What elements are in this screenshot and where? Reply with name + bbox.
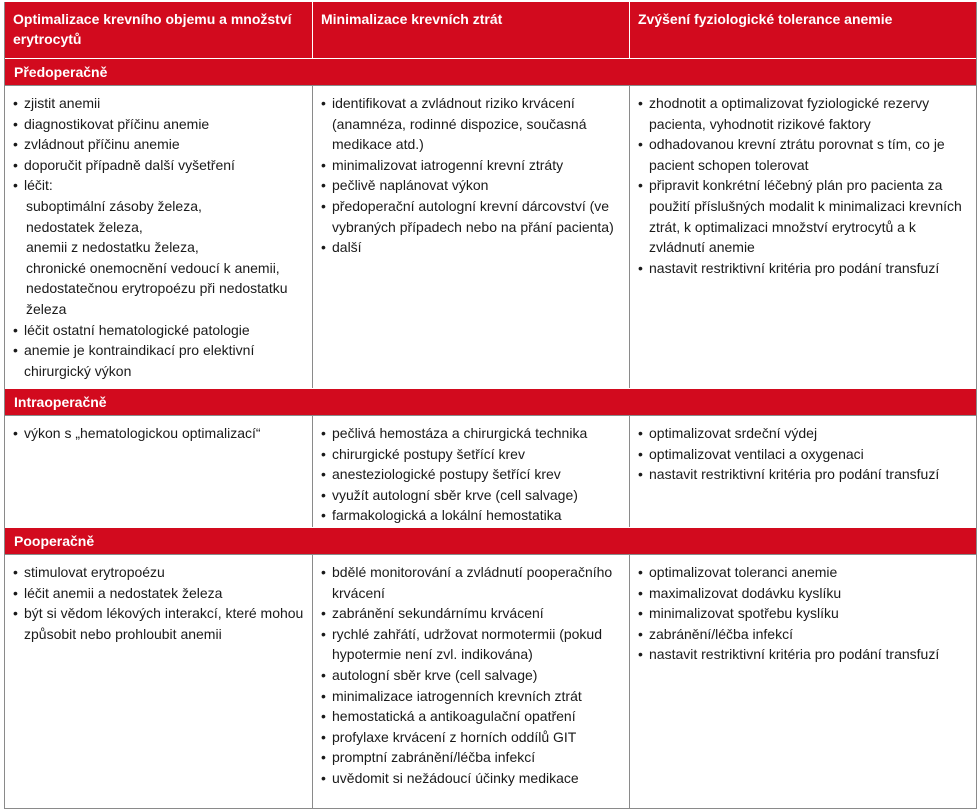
list-item: • optimalizovat srdeční výdej <box>638 423 968 444</box>
sub-item: chronické onemocnění vedoucí k anemii, <box>26 259 280 276</box>
list-item: • bdělé monitorování a zvládnutí pooperačního krvácení <box>321 562 623 603</box>
list-item: • zabránění sekundárnímu krvácení <box>321 603 623 624</box>
list-item: • anemie je kontraindikací pro elektivní chirurgický výkon <box>13 340 306 381</box>
cell-preop-col2 <box>312 86 629 388</box>
section-row-postop <box>5 554 976 808</box>
list-item: • farmakologická a lokální hemostatika <box>321 505 623 526</box>
list-item: • minimalizace iatrogenních krevních ztrát <box>321 686 623 707</box>
section-title-postop: Pooperačně <box>5 527 976 554</box>
list-item: • zhodnotit a optimalizovat fyziologické rezervy pacienta, vyhodnotit rizikové faktory <box>638 93 968 134</box>
list-item: • optimalizovat ventilaci a oxygenaci <box>638 444 968 465</box>
section-row-intraop <box>5 415 976 527</box>
list-item: • pečlivá hemostáza a chirurgická technika <box>321 423 623 444</box>
cell-postop-col1 <box>5 555 312 808</box>
sub-item: suboptimální zásoby železa, <box>26 197 202 214</box>
list-item: • zabránění/léčba infekcí <box>638 624 968 645</box>
header-col-blood-loss: Minimalizace krevních ztrát <box>312 2 629 58</box>
cell-postop-col2 <box>312 555 629 808</box>
list-item: • léčit anemii a nedostatek železa <box>13 583 306 604</box>
list-item: • zjistit anemii <box>13 93 306 114</box>
list-item: • předoperační autologní krevní dárcovství (ve vybraných případech nebo na přání pacienta) <box>321 196 623 237</box>
list-item: • hemostatická a antikoagulační opatření <box>321 706 623 727</box>
list-item: • připravit konkrétní léčebný plán pro pacienta za použití příslušných modalit k minimalizaci krevních ztrát, k optimalizaci množství erytrocytů a k zvládnutí anemie <box>638 175 968 257</box>
list-item: • anesteziologické postupy šetřící krev <box>321 464 623 485</box>
list-item: • identifikovat a zvládnout riziko krvácení (anamnéza, rodinné dispozice, současná medikace atd.) <box>321 93 623 155</box>
list-item: • chirurgické postupy šetřící krev <box>321 444 623 465</box>
list-item: • odhadovanou krevní ztrátu porovnat s tím, co je pacient schopen tolerovat <box>638 134 968 175</box>
list-item: • nastavit restriktivní kritéria pro podání transfuzí <box>638 258 968 279</box>
sub-item: nedostatek železa, <box>26 218 143 235</box>
list-item: • autologní sběr krve (cell salvage) <box>321 665 623 686</box>
header-col-tolerance: Zvýšení fyziologické tolerance anemie <box>629 2 974 58</box>
cell-preop-col1 <box>5 86 312 388</box>
section-row-preop <box>5 85 976 388</box>
list-item: • nastavit restriktivní kritéria pro podání transfuzí <box>638 464 968 485</box>
list-item: • uvědomit si nežádoucí účinky medikace <box>321 768 623 789</box>
list-item: • minimalizovat iatrogenní krevní ztráty <box>321 155 623 176</box>
list-item: • pečlivě naplánovat výkon <box>321 175 623 196</box>
list-item: • profylaxe krvácení z horních oddílů GIT <box>321 727 623 748</box>
list-item: • využít autologní sběr krve (cell salvage) <box>321 485 623 506</box>
list-item: • léčit: <box>13 175 306 196</box>
list-item: • minimalizovat spotřebu kyslíku <box>638 603 968 624</box>
cell-intraop-col2 <box>312 416 629 527</box>
sub-item: nedostatečnou erytropoézu při nedostatku železa <box>26 280 288 317</box>
list-item: • optimalizovat toleranci anemie <box>638 562 968 583</box>
list-item: • výkon s „hematologickou optimalizací“ <box>13 423 306 444</box>
sub-item: anemii z nedostatku železa, <box>26 239 199 256</box>
cell-intraop-col3 <box>629 416 974 527</box>
list-item: • další <box>321 237 623 258</box>
list-item: • doporučit případně další vyšetření <box>13 155 306 176</box>
table-header <box>5 2 976 58</box>
list-item: • zvládnout příčinu anemie <box>13 134 306 155</box>
list-item: • promptní zabránění/léčba infekcí <box>321 747 623 768</box>
section-title-intraop: Intraoperačně <box>5 388 976 415</box>
cell-postop-col3 <box>629 555 974 808</box>
list-item: • stimulovat erytropoézu <box>13 562 306 583</box>
cell-intraop-col1 <box>5 416 312 527</box>
guideline-table <box>4 2 977 809</box>
list-item: • být si vědom lékových interakcí, které mohou způsobit nebo prohloubit anemii <box>13 603 306 644</box>
list-item: • nastavit restriktivní kritéria pro podání transfuzí <box>638 644 968 665</box>
header-col-erythrocytes: Optimalizace krevního objemu a množství erytrocytů <box>13 11 292 47</box>
section-title-preop: Předoperačně <box>5 58 976 85</box>
list-item: • diagnostikovat příčinu anemie <box>13 114 306 135</box>
list-item: • rychlé zahřátí, udržovat normotermii (pokud hypotermie není zvl. indikována) <box>321 624 623 665</box>
list-item: • maximalizovat dodávku kyslíku <box>638 583 968 604</box>
list-item: • léčit ostatní hematologické patologie <box>13 320 306 341</box>
cell-preop-col3 <box>629 86 974 388</box>
